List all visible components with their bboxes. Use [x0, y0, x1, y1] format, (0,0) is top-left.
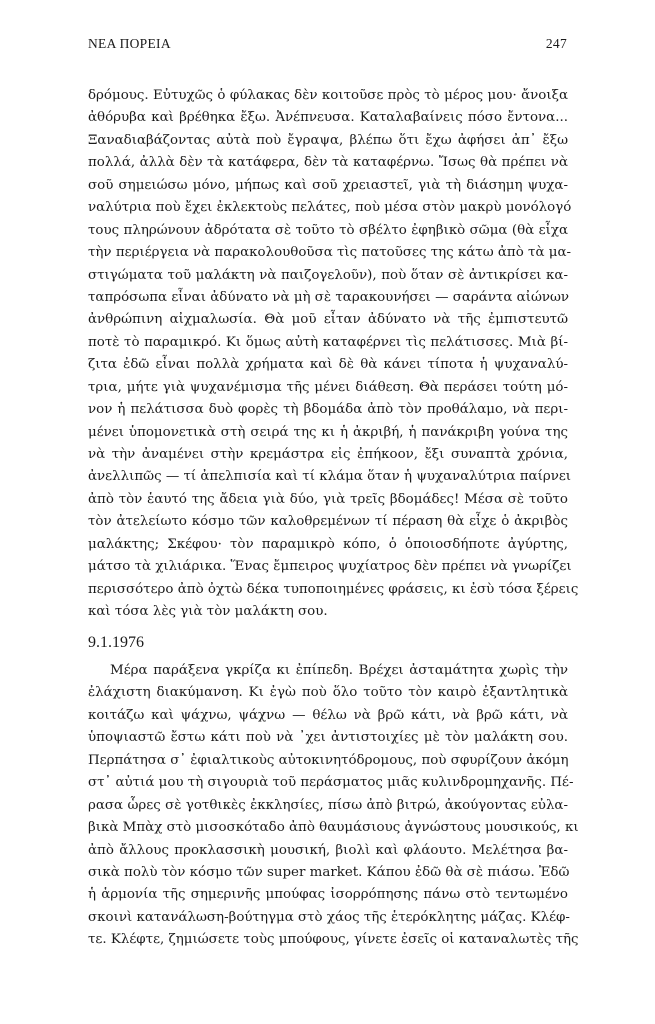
text-line: Περπάτησα σ᾿ ἐφιαλτικοὺς αὐτοκινητόδρομους, ποὺ σφυρίζουν ἀκόμη: [88, 752, 569, 768]
text-line: σοῦ σημειώσω μόνο, μήπως καὶ σοῦ χρειαστεῖ, γιὰ τὴ διάσημη ψυχα-: [88, 177, 568, 193]
text-line: σικὰ πολὺ τὸν κόσμο τῶν super market. Κάπου ἐδῶ θὰ σὲ πιάσω. Ἐδῶ: [88, 864, 570, 880]
text-line: ἀπὸ ἄλλους προκλασσικὴ μουσική, βιολὶ καὶ φλάουτο. Μελέτησα βα-: [88, 842, 568, 858]
text-line: πολλά, ἀλλὰ δὲν τὰ κατάφερα, δὲν τὰ καταφέρνω. Ἴσως θὰ πρέπει νὰ: [88, 155, 568, 171]
text-line: νον ἡ πελάτισσα δυὸ φορὲς τὴ βδομάδα ἀπὸ τὸν προθάλαμο, νὰ περι-: [88, 402, 568, 418]
text-line: βικὰ Μπὰχ στὸ μισοσκόταδο ἀπὸ θαυμάσιους ἀγνώστους μουσικούς, κι: [88, 820, 579, 836]
text-line: ὑποψιαστῶ ἔστω κάτι ποὺ νὰ ᾿χει ἀντιστοιχίες μὲ τὸν μαλάκτη σου.: [88, 730, 568, 746]
text-line: ἡ ἁρμονία τῆς σημερινῆς μπούφας ἰσορρόπησης πάνω στὸ τεντωμένο: [88, 887, 568, 903]
text-line: ποτὲ τὸ παραμικρό. Κι ὅμως αὐτὴ καταφέρνει τὶς πελάτισσες. Μιὰ βί-: [88, 334, 568, 350]
text-line: ναλύτρια ποὺ ἔχει ἐκλεκτοὺς πελάτες, ποὺ μέσα στὸν μακρὺ μονόλογό: [88, 200, 572, 216]
text-line: δρόμους. Εὐτυχῶς ὁ φύλακας δὲν κοιτοῦσε πρὸς τὸ μέρος μου· ἄνοιξα: [88, 88, 568, 103]
text-line: περισσότερο ἀπὸ ὀχτὼ δέκα τυποποιημένες φράσεις, κι ἐσὺ τόσα ξέρεις: [88, 581, 579, 597]
text-line: τε. Κλέφτε, ζημιώσετε τοὺς μπούφους, γίνετε ἐσεῖς οἱ καταναλωτὲς τῆς: [88, 932, 579, 948]
text-line: ἀνθρώπινη αἰχμαλωσία. Θὰ μοῦ εἶταν ἀδύνατο νὰ τῆς ἐμπιστευτῶ: [88, 312, 568, 328]
diary-date-heading: 9.1.1976: [88, 634, 144, 651]
text-line: ταπρόσωπα εἶναι ἀδύνατο νὰ μὴ σὲ ταρακουνήσει — σαράντα αἰώνων: [88, 289, 570, 305]
text-line: ἐλάχιστη διακύμανση. Κι ἐγὼ ποὺ ὅλο τοῦτο τὸν καιρὸ ἐξαντλητικὰ: [88, 685, 568, 701]
text-line: ἀπὸ τὸν ἑαυτό της ἄδεια γιὰ δύο, γιὰ τρεῖς βδομάδες! Μέσα σὲ τοῦτο: [88, 491, 568, 507]
running-header: [88, 36, 567, 56]
text-line: τὸν ἀτελείωτο κόσμο τῶν καλοθρεμένων τί πέραση θὰ εἶχε ὁ ἀκριβὸς: [88, 514, 568, 530]
text-line: Μέρα παράξενα γκρίζα κι ἐπίπεδη. Βρέχει ἀσταμάτητα χωρὶς τὴν: [110, 663, 568, 678]
text-line: νὰ τὴν ἀναμένει στὴν κρεμάστρα εἰς ἐπήκοον, ἔξι συναπτὰ χρόνια,: [88, 447, 568, 462]
journal-title: ΝΕΑ ΠΟΡΕΙΑ: [88, 36, 171, 51]
body-text-section-2: [88, 660, 579, 952]
text-line: τους πληρώνουν ἀδρότατα σὲ τοῦτο τὸ σβέλτο ἐφηβικὸ σῶμα (θὰ εἶχα: [88, 222, 568, 238]
text-line: Ξαναδιαβάζοντας αὐτὰ ποὺ ἔγραψα, βλέπω ὅτι ἔχω ἀφήσει ἀπ᾿ ἔξω: [88, 132, 568, 148]
page-number: 247: [545, 36, 567, 51]
text-line: στ᾿ αὐτιά μου τὴ σιγουριὰ τοῦ περάσματος μιᾶς κυλινδρομηχανῆς. Πέ-: [88, 775, 574, 791]
text-line: μένει ὑπομονετικὰ στὴ σειρά της κι ἡ ἀκριβή, ἡ πανάκριβη γούνα της: [88, 424, 568, 440]
text-line: τρια, μήτε γιὰ ψυχανέμισμα τῆς μένει διάθεση. Θὰ περάσει τούτη μό-: [88, 379, 568, 395]
text-line: στιγώματα τοῦ μαλάκτη νὰ παιζογελοῦν), ποὺ ὅταν σὲ ἀντικρίσει κα-: [88, 267, 568, 283]
text-line: κοιτάζω καὶ ψάχνω, ψάχνω — θέλω νὰ βρῶ κάτι, νὰ βρῶ κάτι, νὰ: [88, 707, 568, 723]
text-line: ἀθόρυβα καὶ βρέθηκα ἔξω. Ἀνέπνευσα. Καταλαβαίνεις πόσο ἔντονα...: [88, 110, 568, 126]
body-text-section-1: [88, 85, 579, 624]
text-line: μάτσο τὰ χιλιάρικα. Ἕνας ἔμπειρος ψυχίατρος δὲν πρέπει νὰ γνωρίζει: [88, 559, 572, 575]
text-line: μαλάκτης; Σκέφου· τὸν παραμικρὸ κόπο, ὁ ὁποιοσδήποτε ἀγύρτης,: [88, 536, 568, 552]
text-line: τὴν περιέργεια νὰ παρακολουθοῦσα τὶς πατοῦσες της κάτω ἀπὸ τὰ μα-: [88, 245, 572, 261]
text-line: καὶ τόσα λὲς γιὰ τὸν μαλάκτη σου.: [88, 604, 328, 620]
text-line: ρασα ὧρες σὲ γοτθικὲς ἐκκλησίες, πίσω ἀπὸ βιτρώ, ἀκούγοντας εὐλα-: [88, 797, 568, 813]
text-line: σκοινὶ κατανάλωση-βούτηγμα στὸ χάος τῆς ἑτερόκλητης μάζας. Κλέφ-: [88, 909, 570, 925]
text-line: ζιτα ἐδῶ εἶναι πολλὰ χρήματα καὶ δὲ θὰ κάνει τίποτα ἡ ψυχαναλύ-: [88, 357, 568, 373]
text-line: ἀνελλιπῶς — τί ἀπελπισία καὶ τί κλάμα ὅταν ἡ ψυχαναλύτρια παίρνει: [88, 469, 572, 485]
